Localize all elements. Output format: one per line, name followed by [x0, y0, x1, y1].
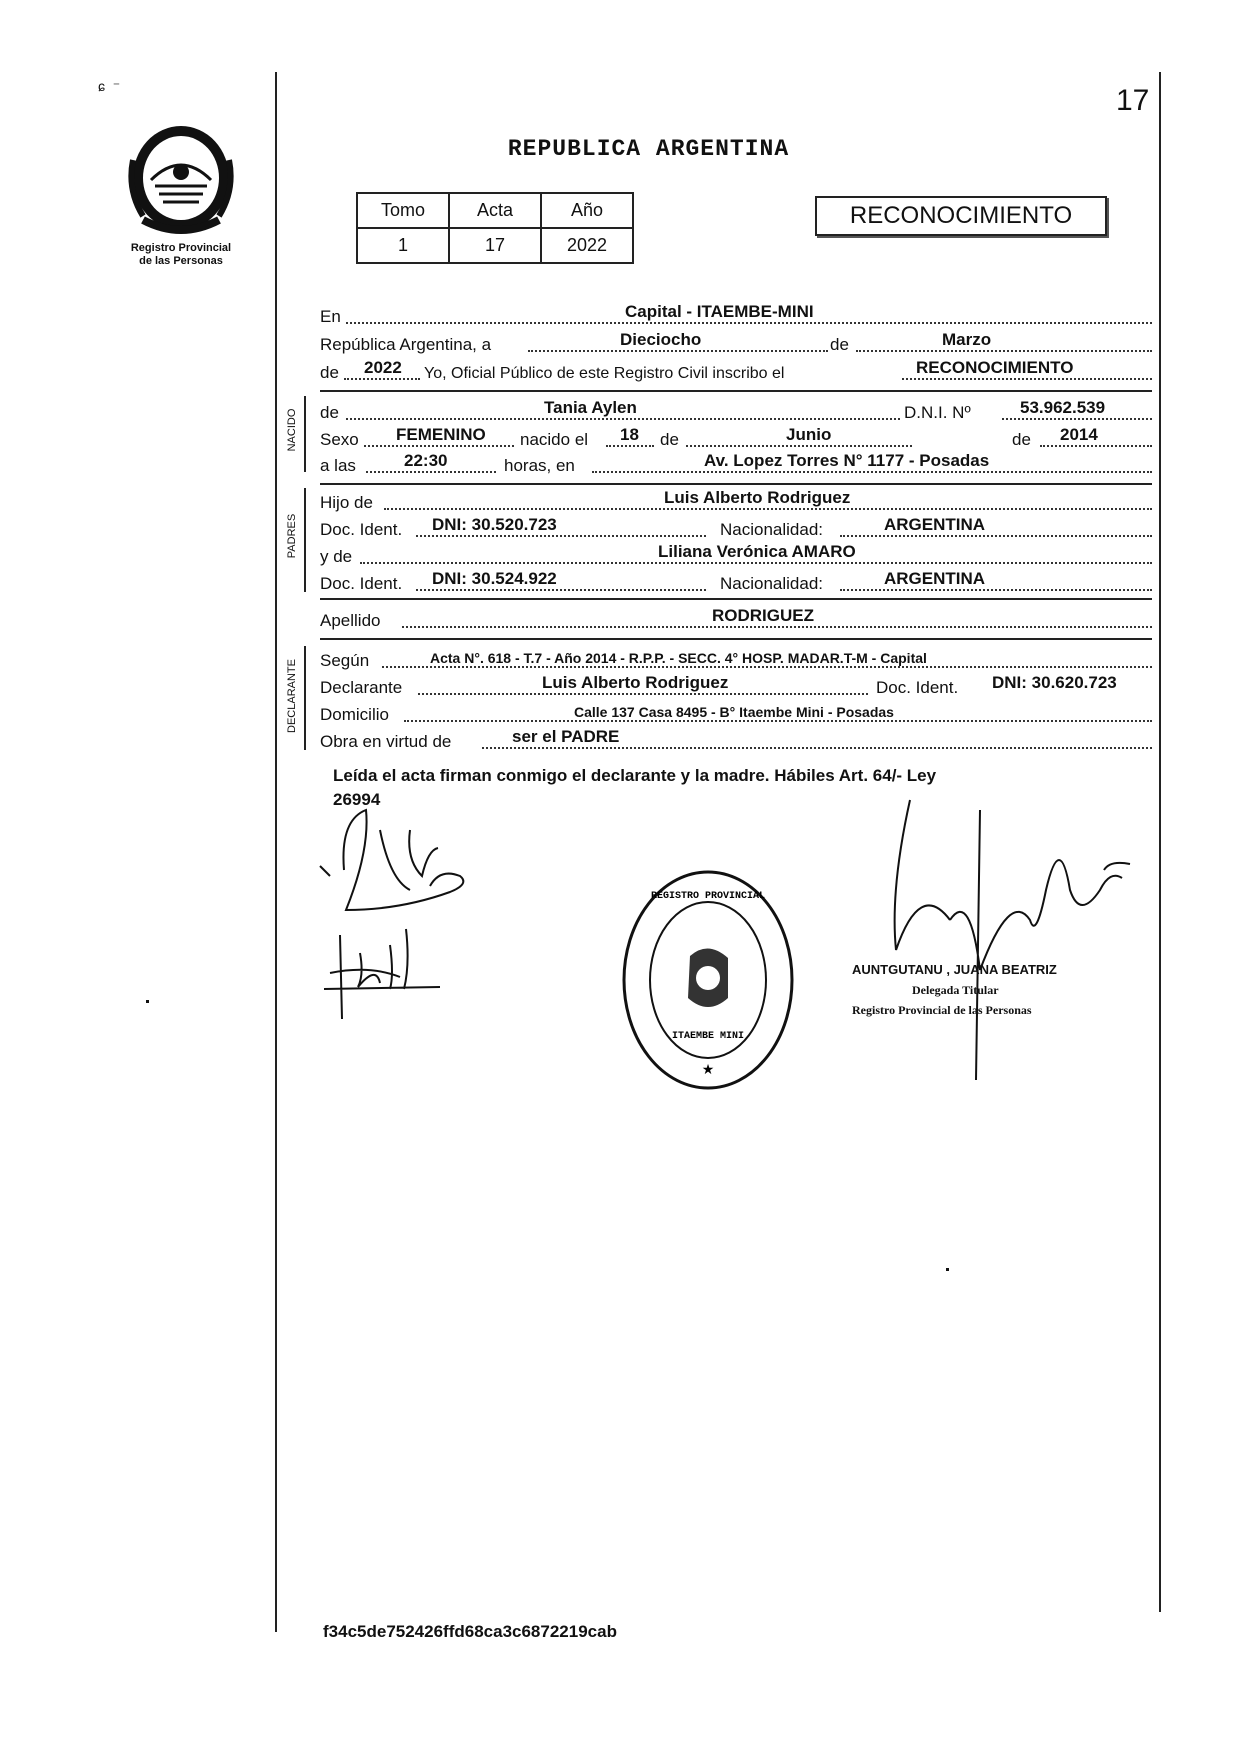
- label-declarante: Declarante: [320, 678, 403, 697]
- label-de-month: de: [830, 335, 849, 354]
- page-number: 17: [1116, 84, 1150, 117]
- value-father-doc: DNI: 30.520.723: [432, 515, 557, 534]
- record-header-acta: Acta: [449, 193, 541, 228]
- value-act-type: RECONOCIMIENTO: [916, 358, 1074, 377]
- label-mother-doc: Doc. Ident.: [320, 574, 403, 593]
- value-apellido: RODRIGUEZ: [712, 606, 814, 625]
- row-nacido-hora: [320, 453, 1152, 477]
- record-table: [356, 192, 634, 264]
- label-segun: Según: [320, 651, 370, 670]
- svg-text:★: ★: [701, 1061, 715, 1077]
- label-declarant-doc: Doc. Ident.: [876, 678, 959, 697]
- value-mother-name: Liliana Verónica AMARO: [658, 542, 856, 561]
- label-father-doc: Doc. Ident.: [320, 520, 403, 539]
- declarant-signature: [310, 790, 500, 930]
- section-rule: [320, 598, 1152, 600]
- scan-mark: ɕ ⁻: [98, 78, 121, 94]
- scan-dot: [946, 1268, 949, 1271]
- left-margin-line: [275, 72, 277, 1632]
- row-obra: [320, 729, 1152, 753]
- label-obra: Obra en virtud de: [320, 732, 452, 751]
- registry-label-line1: Registro Provincial: [130, 242, 232, 254]
- record-value-acta: 17: [449, 228, 541, 263]
- value-birth-place: Av. Lopez Torres N° 1177 - Posadas: [704, 451, 990, 470]
- row-nacido-sexo: [320, 427, 1152, 451]
- section-label-declarante: DECLARANTE: [286, 659, 298, 733]
- value-birth-year: 2014: [1060, 425, 1098, 444]
- value-birth-month: Junio: [786, 425, 832, 444]
- delegate-block: [852, 960, 1152, 1020]
- label-de-birth-month: de: [660, 430, 679, 449]
- official-stamp-icon: [620, 868, 796, 1092]
- record-header-tomo: Tomo: [357, 193, 449, 228]
- row-mother-doc: [320, 571, 1152, 595]
- svg-text:REGISTRO PROVINCIAL: REGISTRO PROVINCIAL: [650, 891, 766, 902]
- label-domicilio: Domicilio: [320, 705, 389, 724]
- value-day: Dieciocho: [620, 330, 702, 349]
- row-segun: [320, 648, 1152, 672]
- value-father-name: Luis Alberto Rodriguez: [664, 488, 851, 507]
- label-de-year: de: [320, 363, 339, 382]
- delegate-signature: [860, 770, 1150, 1100]
- value-en: Capital - ITAEMBE-MINI: [625, 302, 814, 321]
- closing-line-1: Leída el acta firman conmigo el declarante y la madre. Hábiles Art. 64/- Ley: [333, 766, 937, 785]
- label-hijo-de: Hijo de: [320, 493, 373, 512]
- record-header-ano: Año: [541, 193, 633, 228]
- value-birth-day: 18: [620, 425, 639, 444]
- row-hijo-de: [320, 490, 1152, 514]
- value-mother-nationality: ARGENTINA: [884, 569, 986, 588]
- label-yo-oficial: Yo, Oficial Público de este Registro Civil inscribo el: [424, 365, 785, 382]
- section-label-nacido: NACIDO: [286, 408, 298, 452]
- value-declarant-doc: DNI: 30.620.723: [992, 673, 1117, 692]
- record-value-ano: 2022: [541, 228, 633, 263]
- registry-label-line2: de las Personas: [139, 255, 223, 267]
- act-type-box: RECONOCIMIENTO: [815, 196, 1107, 236]
- section-label-padres: PADRES: [286, 513, 298, 559]
- value-mother-doc: DNI: 30.524.922: [432, 569, 557, 588]
- value-child-name: Tania Aylen: [544, 398, 637, 417]
- label-en: En: [320, 307, 341, 326]
- label-republica: República Argentina, a: [320, 335, 492, 354]
- value-father-nationality: ARGENTINA: [884, 515, 986, 534]
- value-year: 2022: [364, 358, 402, 377]
- section-rule: [320, 483, 1152, 485]
- closing-line-2: 26994: [333, 790, 381, 809]
- label-de-birth-year: de: [1012, 430, 1031, 449]
- label-apellido: Apellido: [320, 611, 381, 630]
- row-declarante: [320, 675, 1152, 699]
- row-year: [320, 360, 1152, 384]
- section-rule: [320, 638, 1152, 640]
- row-en: [320, 304, 1152, 328]
- value-child-dni: 53.962.539: [1020, 398, 1106, 417]
- label-y-de: y de: [320, 547, 353, 566]
- row-y-de: [320, 544, 1152, 568]
- value-declarant-name: Luis Alberto Rodriguez: [542, 673, 729, 692]
- scan-dot: [146, 1000, 149, 1003]
- label-dni: D.N.I. Nº: [904, 403, 971, 422]
- label-sexo: Sexo: [320, 430, 359, 449]
- label-nacido-el: nacido el: [520, 430, 589, 449]
- label-horas-en: horas, en: [504, 456, 575, 475]
- label-a-las: a las: [320, 456, 356, 475]
- label-father-nationality: Nacionalidad:: [720, 520, 824, 539]
- row-father-doc: [320, 517, 1152, 541]
- row-date: [320, 332, 1152, 356]
- value-obra: ser el PADRE: [512, 727, 620, 746]
- value-domicilio: Calle 137 Casa 8495 - B° Itaembe Mini - Posadas: [574, 704, 894, 720]
- delegate-name: AUNTGUTANU , JUANA BEATRIZ: [852, 962, 1057, 977]
- delegate-title: Delegada Titular: [912, 983, 999, 997]
- value-month: Marzo: [942, 330, 992, 349]
- label-de-name: de: [320, 403, 339, 422]
- country-title: REPUBLICA ARGENTINA: [507, 136, 790, 162]
- right-margin-line: [1159, 72, 1161, 1612]
- delegate-office: Registro Provincial de las Personas: [852, 1003, 1032, 1017]
- nacido-bracket: [304, 396, 306, 472]
- row-domicilio: [320, 702, 1152, 726]
- value-sexo: FEMENINO: [396, 425, 486, 444]
- document-hash: f34c5de752426ffd68ca3c6872219cab: [323, 1622, 617, 1641]
- label-mother-nationality: Nacionalidad:: [720, 574, 824, 593]
- value-birth-time: 22:30: [404, 451, 448, 470]
- padres-bracket: [304, 488, 306, 592]
- value-segun: Acta N°. 618 - T.7 - Año 2014 - R.P.P. - SECC. 4° HOSP. MADAR.T-M - Capital: [430, 650, 927, 666]
- record-value-tomo: 1: [357, 228, 449, 263]
- section-rule: [320, 390, 1152, 392]
- declarante-bracket: [304, 646, 306, 750]
- row-nacido-name: [320, 400, 1152, 424]
- svg-text:ITAEMBE MINI: ITAEMBE MINI: [671, 1031, 745, 1042]
- mother-signature: [320, 925, 460, 1025]
- row-apellido: [320, 608, 1152, 632]
